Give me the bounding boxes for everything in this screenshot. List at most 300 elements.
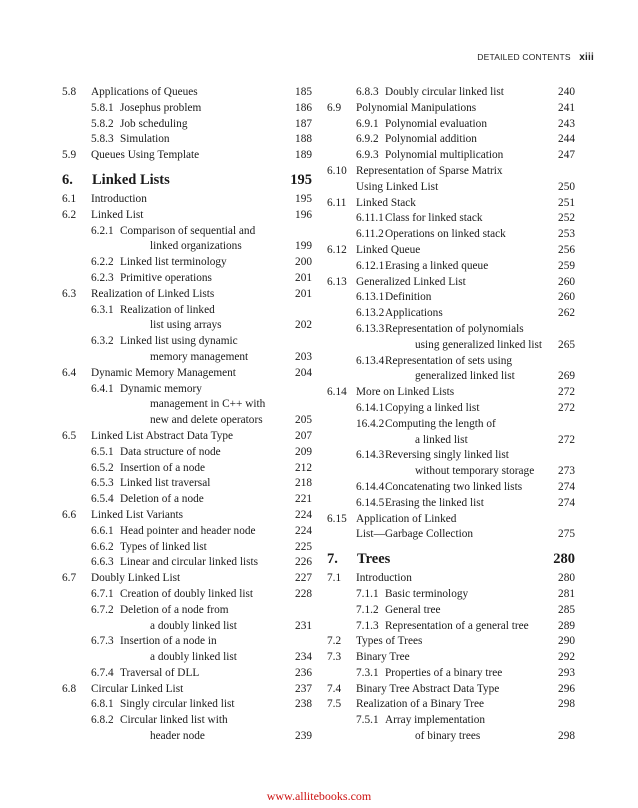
toc-entry xyxy=(62,224,312,240)
toc-entry-title: Application of Linked xyxy=(356,512,457,525)
toc-entry-number: 6.6.2 xyxy=(91,540,114,553)
toc-entry-title: list using arrays xyxy=(150,319,222,332)
toc-entry-page: 224 xyxy=(295,508,312,521)
toc-entry-page: 272 xyxy=(558,433,575,446)
toc-entry-title: Introduction xyxy=(356,572,412,585)
toc-entry-number: 6.14.3 xyxy=(356,449,385,462)
toc-entry xyxy=(62,287,312,303)
toc-entry xyxy=(327,227,575,243)
toc-entry-title: Applications xyxy=(385,307,443,320)
toc-entry-page: 252 xyxy=(558,212,575,225)
toc-entry xyxy=(62,192,312,208)
toc-entry xyxy=(327,211,575,227)
toc-entry xyxy=(62,117,312,133)
toc-entry-number: 6.5.4 xyxy=(91,493,114,506)
toc-entry-page: 256 xyxy=(558,243,575,256)
toc-entry-title: Definition xyxy=(385,291,432,304)
toc-entry-number: 6.8.3 xyxy=(356,86,379,98)
toc-entry-title: Linked Lists xyxy=(92,171,170,188)
toc-entry-number: 6.4 xyxy=(62,366,77,379)
toc-entry-title: Binary Tree xyxy=(356,651,410,664)
toc-entry-number: 6.13 xyxy=(327,275,347,288)
toc-entry-title: Polynomial evaluation xyxy=(385,117,487,130)
toc-entry xyxy=(327,369,575,385)
toc-entry-title: Linked List xyxy=(91,208,144,221)
toc-entry-title: Linked list using dynamic xyxy=(120,335,238,348)
toc-entry xyxy=(62,318,312,334)
toc-entry-page: 244 xyxy=(558,133,575,146)
toc-entry-number: 6.7.4 xyxy=(91,666,114,679)
toc-entry xyxy=(62,524,312,540)
toc-entry xyxy=(327,527,575,543)
toc-entry-title: Realization of linked xyxy=(120,303,215,316)
toc-entry xyxy=(62,350,312,366)
toc-entry-title: Properties of a binary tree xyxy=(385,666,503,679)
toc-entry-page: 298 xyxy=(558,698,575,711)
toc-entry xyxy=(327,496,575,512)
toc-entry xyxy=(327,603,575,619)
toc-entry-number: 6.13.2 xyxy=(356,307,385,320)
toc-entry-title: header node xyxy=(150,730,205,743)
toc-entry-number: 6.8 xyxy=(62,682,77,695)
toc-entry-number: 6.2.3 xyxy=(91,271,114,284)
toc-entry xyxy=(327,417,575,433)
toc-entry-title: Insertion of a node xyxy=(120,461,206,474)
toc-entry xyxy=(327,713,575,729)
toc-entry-page: 189 xyxy=(295,149,312,162)
toc-entry-title: Types of Trees xyxy=(356,635,423,648)
toc-entry-page: 218 xyxy=(295,477,312,490)
toc-entry-number: 6.14.1 xyxy=(356,401,385,414)
toc-entry-number: 6.10 xyxy=(327,164,347,177)
toc-entry-number: 6.4.1 xyxy=(91,382,114,395)
toc-entry xyxy=(62,729,312,745)
toc-entry xyxy=(62,303,312,319)
toc-entry xyxy=(327,180,575,196)
toc-entry xyxy=(327,117,575,133)
toc-entry-page: 236 xyxy=(295,666,312,679)
toc-entry-number: 5.8 xyxy=(62,86,77,98)
toc-entry-page: 262 xyxy=(558,307,575,320)
toc-entry-number: 6.8.2 xyxy=(91,714,114,727)
toc-entry xyxy=(62,101,312,117)
toc-entry-page: 201 xyxy=(295,287,312,300)
toc-entry-page: 203 xyxy=(295,350,312,363)
toc-entry-page: 290 xyxy=(558,635,575,648)
toc-entry xyxy=(62,429,312,445)
toc-entry-page: 186 xyxy=(295,101,312,114)
toc-entry-title: Traversal of DLL xyxy=(120,666,200,679)
toc-entry xyxy=(62,697,312,713)
toc-entry-title: Introduction xyxy=(91,192,147,205)
toc-entry-page: 275 xyxy=(558,528,575,541)
toc-entry-title: Binary Tree Abstract Data Type xyxy=(356,682,500,695)
toc-entry-page: 224 xyxy=(295,524,312,537)
toc-entry xyxy=(327,322,575,338)
toc-entry-page: 234 xyxy=(295,651,312,664)
toc-entry-page: 293 xyxy=(558,666,575,679)
toc-entry-number: 6.5.1 xyxy=(91,445,114,458)
toc-entry-number: 5.8.3 xyxy=(91,133,114,146)
toc-entry xyxy=(327,306,575,322)
toc-entry-page: 274 xyxy=(558,496,575,509)
toc-entry xyxy=(62,650,312,666)
toc-entry-title: Comparison of sequential and xyxy=(120,224,256,237)
toc-entry-page: 265 xyxy=(558,338,575,351)
toc-entry-number: 6.15 xyxy=(327,512,347,525)
toc-entry xyxy=(62,603,312,619)
toc-column-left xyxy=(62,85,312,745)
toc-entry-number: 6.9.3 xyxy=(356,149,379,162)
toc-entry xyxy=(327,619,575,635)
toc-entry xyxy=(327,464,575,480)
toc-entry-page: 195 xyxy=(295,192,312,205)
toc-entry-title: Generalized Linked List xyxy=(356,275,466,288)
toc-entry xyxy=(62,445,312,461)
toc-entry-number: 6.5 xyxy=(62,429,77,442)
toc-entry-number: 7.1.2 xyxy=(356,603,379,616)
toc-entry-title: Representation of Sparse Matrix xyxy=(356,164,503,177)
toc-entry xyxy=(327,433,575,449)
toc-entry-title: of binary trees xyxy=(415,730,481,743)
toc-entry-title: Linked Stack xyxy=(356,196,416,209)
toc-entry-number: 6.6.3 xyxy=(91,556,114,569)
toc-entry-page: 226 xyxy=(295,556,312,569)
toc-entry-title: Linked List Abstract Data Type xyxy=(91,429,234,442)
toc-entry-page: 225 xyxy=(295,540,312,553)
toc-entry-title: More on Linked Lists xyxy=(356,386,455,399)
toc-entry-page: 259 xyxy=(558,259,575,272)
toc-entry-number: 7. xyxy=(327,551,338,568)
toc-entry xyxy=(327,259,575,275)
toc-entry-title: without temporary storage xyxy=(415,465,535,478)
toc-entry-title: Doubly Linked List xyxy=(91,572,181,585)
toc-entry xyxy=(327,164,575,180)
toc-entry-page: 260 xyxy=(558,275,575,288)
toc-entry-number: 5.9 xyxy=(62,149,77,162)
toc-entry-page: 187 xyxy=(295,117,312,130)
toc-entry-title: Erasing the linked list xyxy=(385,496,484,509)
toc-entry-title: Primitive operations xyxy=(120,271,212,284)
footer-url-link[interactable]: www.allitebooks.com xyxy=(266,789,372,803)
toc-entry-title: Josephus problem xyxy=(120,101,202,114)
toc-entry xyxy=(62,571,312,587)
toc-entry-title: management in C++ with xyxy=(150,398,266,411)
toc-entry-number: 5.8.1 xyxy=(91,101,114,114)
toc-entry-title: Insertion of a node in xyxy=(120,635,217,648)
toc-entry-title: Polynomial addition xyxy=(385,133,477,146)
toc-entry-number: 7.5 xyxy=(327,698,342,711)
toc-entry-title: Deletion of a node from xyxy=(120,603,229,616)
toc-entry-page: 202 xyxy=(295,319,312,332)
toc-entry-page: 298 xyxy=(558,730,575,743)
toc-entry-title: Creation of doubly linked list xyxy=(120,587,254,600)
toc-entry xyxy=(327,354,575,370)
toc-entry-number: 6.13.4 xyxy=(356,354,385,367)
toc-entry-page: 247 xyxy=(558,149,575,162)
header-page-number: xiii xyxy=(579,52,594,63)
toc-entry-number: 6.14.4 xyxy=(356,480,385,493)
toc-entry xyxy=(62,366,312,382)
toc-entry-page: 240 xyxy=(558,86,575,98)
toc-entry xyxy=(62,271,312,287)
toc-entry-number: 6.1 xyxy=(62,192,77,205)
toc-entry-number: 6.11.2 xyxy=(356,228,384,241)
toc-entry-page: 185 xyxy=(295,86,312,98)
toc-entry xyxy=(62,85,312,101)
toc-chapter-entry xyxy=(327,547,575,571)
running-header xyxy=(477,52,594,63)
toc-entry-number: 6.13.3 xyxy=(356,322,385,335)
toc-entry-number: 6.11 xyxy=(327,196,347,209)
toc-entry xyxy=(327,85,575,101)
toc-entry-title: memory management xyxy=(150,350,249,363)
toc-entry-page: 280 xyxy=(553,551,575,568)
toc-entry xyxy=(62,461,312,477)
toc-entry-title: a linked list xyxy=(415,433,468,446)
toc-entry-page: 231 xyxy=(295,619,312,632)
toc-entry-number: 7.3.1 xyxy=(356,666,379,679)
toc-entry-page: 238 xyxy=(295,698,312,711)
toc-entry xyxy=(327,338,575,354)
toc-entry xyxy=(62,682,312,698)
toc-entry-page: 243 xyxy=(558,117,575,130)
toc-entry-page: 200 xyxy=(295,256,312,269)
toc-entry xyxy=(327,729,575,745)
toc-entry xyxy=(62,555,312,571)
toc-entry-number: 7.1.3 xyxy=(356,619,379,632)
toc-entry-number: 7.1 xyxy=(327,572,342,585)
toc-entry-page: 274 xyxy=(558,480,575,493)
toc-entry-title: Array implementation xyxy=(385,714,486,727)
toc-entry-title: a doubly linked list xyxy=(150,651,237,664)
toc-column-right xyxy=(327,85,575,745)
toc-entry-page: 273 xyxy=(558,465,575,478)
toc-entry-number: 16.4.2 xyxy=(356,417,385,430)
toc-entry-number: 7.5.1 xyxy=(356,714,379,727)
toc-entry-title: Types of linked list xyxy=(120,540,207,553)
toc-entry-title: Head pointer and header node xyxy=(120,524,256,537)
toc-entry-title: Singly circular linked list xyxy=(120,698,235,711)
toc-entry-number: 6.2 xyxy=(62,208,77,221)
toc-entry-number: 6.5.3 xyxy=(91,477,114,490)
toc-entry xyxy=(62,413,312,429)
toc-entry-title: Copying a linked list xyxy=(385,401,480,414)
toc-entry-page: 253 xyxy=(558,228,575,241)
toc-entry xyxy=(327,196,575,212)
toc-entry-number: 6.6 xyxy=(62,508,77,521)
toc-entry-page: 280 xyxy=(558,572,575,585)
toc-entry-title: Representation of sets using xyxy=(385,354,513,367)
toc-entry xyxy=(327,148,575,164)
toc-entry xyxy=(327,650,575,666)
toc-entry-title: a doubly linked list xyxy=(150,619,237,632)
toc-entry-number: 6.5.2 xyxy=(91,461,114,474)
toc-entry-title: Circular Linked List xyxy=(91,682,184,695)
toc-entry-title: Basic terminology xyxy=(385,587,469,600)
toc-entry xyxy=(327,448,575,464)
toc-entry-number: 6.7.3 xyxy=(91,635,114,648)
toc-entry xyxy=(327,571,575,587)
toc-entry-page: 281 xyxy=(558,587,575,600)
toc-entry xyxy=(327,243,575,259)
toc-entry xyxy=(327,697,575,713)
toc-entry xyxy=(327,132,575,148)
toc-entry-number: 6.14 xyxy=(327,386,347,399)
toc-entry-number: 6.3.1 xyxy=(91,303,114,316)
toc-entry xyxy=(62,619,312,635)
toc-entry-number: 6.7 xyxy=(62,572,77,585)
toc-entry-page: 292 xyxy=(558,651,575,664)
toc-entry-number: 6.12.1 xyxy=(356,259,385,272)
toc-entry-title: Linked List Variants xyxy=(91,508,184,521)
toc-entry-page: 228 xyxy=(295,587,312,600)
toc-entry-number: 7.4 xyxy=(327,682,342,695)
toc-entry-title: Data structure of node xyxy=(120,445,221,458)
toc-entry-number: 6.9 xyxy=(327,101,342,114)
toc-entry-title: using generalized linked list xyxy=(415,338,543,351)
toc-entry-title: linked organizations xyxy=(150,240,242,253)
toc-entry-number: 6.7.2 xyxy=(91,603,114,616)
toc-entry-page: 289 xyxy=(558,619,575,632)
toc-entry-page: 251 xyxy=(558,196,575,209)
toc-entry xyxy=(327,512,575,528)
toc-entry-title: Linked list terminology xyxy=(120,256,227,269)
toc-entry-number: 6.8.1 xyxy=(91,698,114,711)
toc-entry-title: Using Linked List xyxy=(356,180,439,193)
toc-entry xyxy=(62,713,312,729)
toc-entry-title: Linked list traversal xyxy=(120,477,211,490)
toc-entry-title: Realization of Linked Lists xyxy=(91,287,215,300)
toc-entry-number: 6.3 xyxy=(62,287,77,300)
toc-entry-page: 237 xyxy=(295,682,312,695)
toc-entry-title: Circular linked list with xyxy=(120,714,228,727)
toc-entry xyxy=(327,101,575,117)
toc-entry-number: 6.13.1 xyxy=(356,291,385,304)
toc-entry xyxy=(62,382,312,398)
toc-entry-number: 6.2.2 xyxy=(91,256,114,269)
toc-entry-title: Class for linked stack xyxy=(385,212,483,225)
toc-entry-title: Polynomial multiplication xyxy=(385,149,504,162)
toc-entry-number: 6.9.1 xyxy=(356,117,379,130)
toc-entry-title: new and delete operators xyxy=(150,414,263,427)
header-title: DETAILED CONTENTS xyxy=(477,52,571,62)
toc-entry-title: Representation of polynomials xyxy=(385,322,524,335)
toc-entry-page: 239 xyxy=(295,730,312,743)
toc-entry-number: 6.7.1 xyxy=(91,587,114,600)
toc-entry-page: 195 xyxy=(290,171,312,188)
toc-entry-page: 296 xyxy=(558,682,575,695)
toc-entry-page: 199 xyxy=(295,240,312,253)
toc-entry-page: 250 xyxy=(558,180,575,193)
toc-entry-number: 6.3.2 xyxy=(91,335,114,348)
toc-entry-title: Deletion of a node xyxy=(120,493,204,506)
toc-entry-number: 6.14.5 xyxy=(356,496,385,509)
toc-entry-number: 6.11.1 xyxy=(356,212,384,225)
toc-entry-number: 7.3 xyxy=(327,651,342,664)
toc-entry xyxy=(62,208,312,224)
toc-entry-number: 6.6.1 xyxy=(91,524,114,537)
toc-entry-title: Job scheduling xyxy=(120,117,188,130)
toc-entry xyxy=(62,239,312,255)
toc-entry-title: Simulation xyxy=(120,133,170,146)
toc-entry-page: 221 xyxy=(295,493,312,506)
toc-entry-title: Dynamic memory xyxy=(120,382,202,395)
toc-entry-title: Representation of a general tree xyxy=(385,619,529,632)
toc-entry xyxy=(327,385,575,401)
toc-entry-title: Linear and circular linked lists xyxy=(120,556,259,569)
toc-entry-title: Polynomial Manipulations xyxy=(356,101,477,114)
toc-entry xyxy=(62,476,312,492)
toc-entry-title: Concatenating two linked lists xyxy=(385,480,523,493)
toc-entry xyxy=(62,508,312,524)
toc-entry-title: Dynamic Memory Management xyxy=(91,366,236,379)
toc-entry xyxy=(327,587,575,603)
toc-entry-number: 7.1.1 xyxy=(356,587,379,600)
toc-entry-page: 201 xyxy=(295,271,312,284)
toc-entry xyxy=(327,290,575,306)
toc-entry xyxy=(62,492,312,508)
toc-chapter-entry xyxy=(62,168,312,192)
toc-entry-page: 285 xyxy=(558,603,575,616)
toc-entry-page: 241 xyxy=(558,101,575,114)
toc-entry xyxy=(327,666,575,682)
toc-entry xyxy=(62,666,312,682)
toc-entry-page: 205 xyxy=(295,414,312,427)
toc-entry-title: Reversing singly linked list xyxy=(385,449,509,462)
toc-entry xyxy=(62,540,312,556)
toc-entry-number: 6.12 xyxy=(327,243,347,256)
toc-entry-number: 5.8.2 xyxy=(91,117,114,130)
toc-entry-title: Erasing a linked queue xyxy=(385,259,489,272)
toc-entry xyxy=(62,397,312,413)
toc-entry-number: 6. xyxy=(62,171,73,188)
toc-entry-page: 212 xyxy=(295,461,312,474)
toc-entry-page: 272 xyxy=(558,401,575,414)
toc-entry xyxy=(62,634,312,650)
toc-entry xyxy=(327,480,575,496)
toc-entry xyxy=(62,132,312,148)
toc-entry-page: 204 xyxy=(295,366,312,379)
toc-entry-title: Doubly circular linked list xyxy=(385,86,504,98)
toc-entry xyxy=(62,255,312,271)
toc-entry xyxy=(327,634,575,650)
toc-entry-title: Linked Queue xyxy=(356,243,421,256)
toc-entry-title: generalized linked list xyxy=(415,370,515,383)
toc-entry-title: Trees xyxy=(357,551,391,568)
toc-entry-title: General tree xyxy=(385,603,441,616)
toc-entry xyxy=(327,682,575,698)
toc-entry xyxy=(62,148,312,164)
toc-entry-page: 196 xyxy=(295,208,312,221)
toc-entry xyxy=(62,334,312,350)
toc-entry-page: 207 xyxy=(295,429,312,442)
toc-entry-page: 269 xyxy=(558,370,575,383)
toc-entry-page: 227 xyxy=(295,572,312,585)
toc-entry-page: 272 xyxy=(558,386,575,399)
toc-entry-page: 209 xyxy=(295,445,312,458)
toc-entry-title: Computing the length of xyxy=(385,417,496,430)
toc-entry xyxy=(327,275,575,291)
toc-entry-title: Operations on linked stack xyxy=(385,228,506,241)
toc-entry xyxy=(62,587,312,603)
toc-entry-title: Applications of Queues xyxy=(91,86,198,98)
toc-entry-number: 6.9.2 xyxy=(356,133,379,146)
toc-entry xyxy=(327,401,575,417)
toc-entry-page: 260 xyxy=(558,291,575,304)
toc-entry-title: Queues Using Template xyxy=(91,149,200,162)
toc-entry-page: 188 xyxy=(295,133,312,146)
